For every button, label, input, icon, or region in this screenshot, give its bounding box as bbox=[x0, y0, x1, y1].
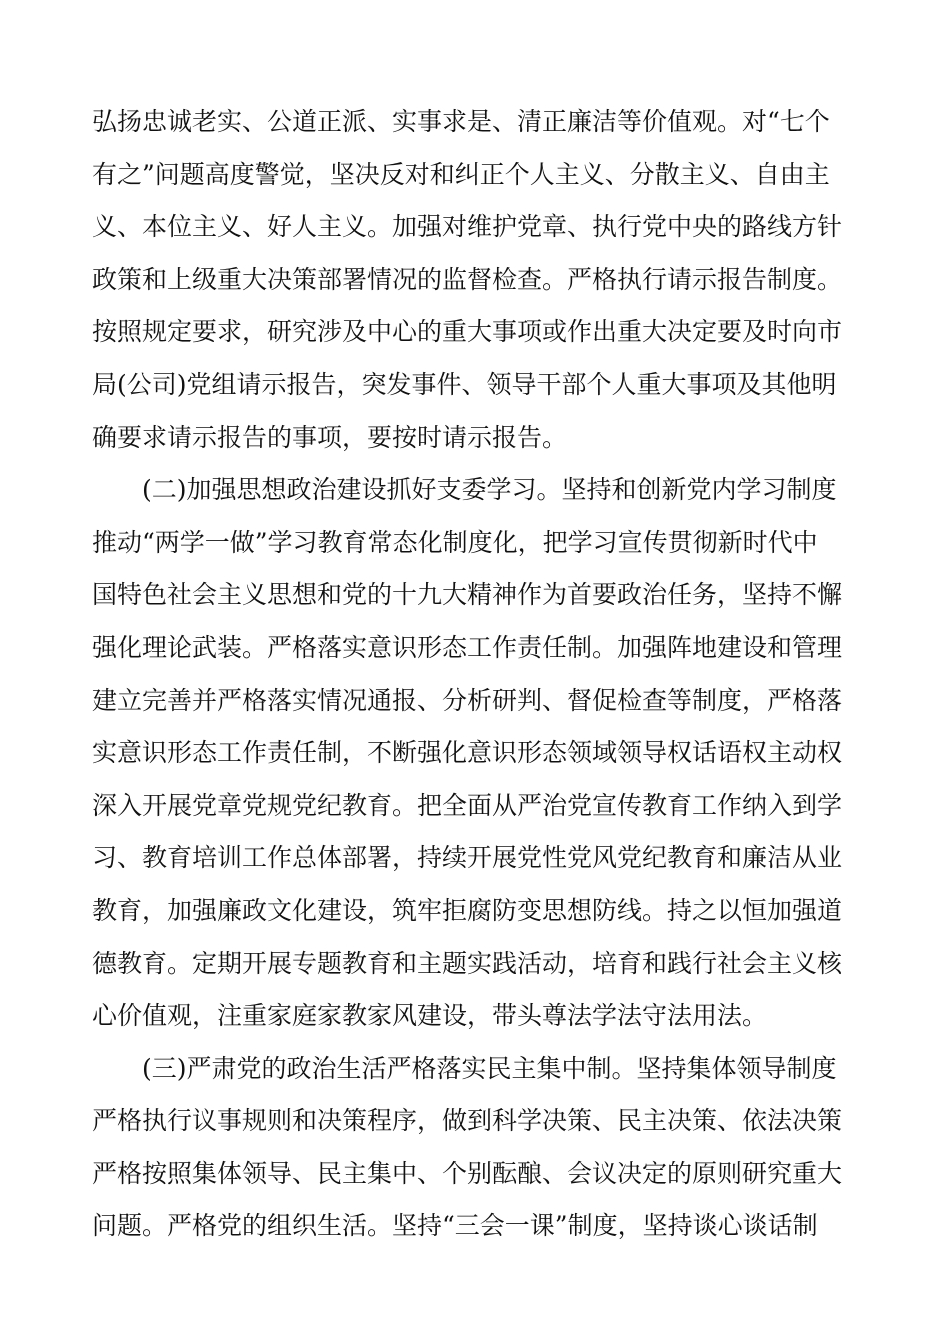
text-line: 实意识形态工作责任制，不断强化意识形态领域领导权话语权主动权 bbox=[92, 738, 843, 768]
text-line: 推动“两学一做”学习教育常态化制度化，把学习宣传贯彻新时代中 bbox=[92, 527, 818, 557]
text-line: 教育，加强廉政文化建设，筑牢拒腐防变思想防线。持之以恒加强道 bbox=[92, 895, 843, 925]
paragraph bbox=[92, 464, 872, 1043]
text-line: (三)严肃党的政治生活严格落实民主集中制。坚持集体领导制度 bbox=[142, 1053, 837, 1083]
text-line: 建立完善并严格落实情况通报、分析研判、督促检查等制度，严格落 bbox=[92, 685, 843, 715]
paragraph bbox=[92, 96, 872, 464]
text-line: 习、教育培训工作总体部署，持续开展党性党风党纪教育和廉洁从业 bbox=[92, 843, 843, 873]
text-line: 局(公司)党组请示报告，突发事件、领导干部个人重大事项及其他明 bbox=[92, 369, 837, 399]
text-line: 按照规定要求，研究涉及中心的重大事项或作出重大决定要及时向市 bbox=[92, 317, 843, 347]
text-line: 义、本位主义、好人主义。加强对维护党章、执行党中央的路线方针 bbox=[92, 212, 843, 242]
text-line: 政策和上级重大决策部署情况的监督检查。严格执行请示报告制度。 bbox=[92, 264, 843, 294]
text-line: 德教育。定期开展专题教育和主题实践活动，培育和践行社会主义核 bbox=[92, 948, 843, 978]
text-line: 有之”问题高度警觉，坚决反对和纠正个人主义、分散主义、自由主 bbox=[92, 159, 830, 189]
text-line: 严格按照集体领导、民主集中、个别酝酿、会议决定的原则研究重大 bbox=[92, 1158, 843, 1188]
text-line: 确要求请示报告的事项，要按时请示报告。 bbox=[92, 422, 568, 452]
text-line: 深入开展党章党规党纪教育。把全面从严治党宣传教育工作纳入到学 bbox=[92, 790, 843, 820]
text-line: 心价值观，注重家庭家教家风建设，带头尊法学法守法用法。 bbox=[92, 1001, 768, 1031]
text-line: 问题。严格党的组织生活。坚持“三会一课”制度，坚持谈心谈话制 bbox=[92, 1211, 818, 1241]
text-line: 严格执行议事规则和决策程序，做到科学决策、民主决策、依法决策 bbox=[92, 1106, 843, 1136]
text-line: 强化理论武装。严格落实意识形态工作责任制。加强阵地建设和管理 bbox=[92, 632, 843, 662]
text-line: 国特色社会主义思想和党的十九大精神作为首要政治任务，坚持不懈 bbox=[92, 580, 843, 610]
text-line: 弘扬忠诚老实、公道正派、实事求是、清正廉洁等价值观。对“七个 bbox=[92, 107, 830, 136]
paragraph bbox=[92, 1043, 872, 1253]
document-body bbox=[92, 96, 872, 1253]
text-line: (二)加强思想政治建设抓好支委学习。坚持和创新党内学习制度 bbox=[142, 475, 837, 505]
